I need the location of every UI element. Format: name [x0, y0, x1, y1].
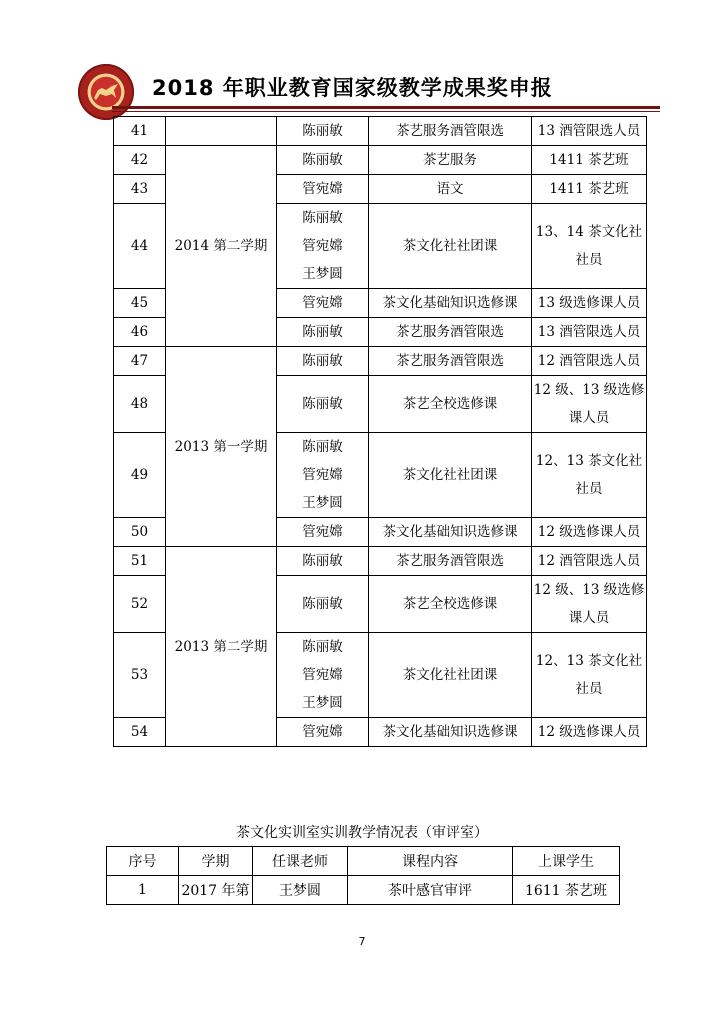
teacher-name: 管宛嫦: [302, 467, 343, 483]
row-number: 48: [114, 376, 166, 433]
students-cell: [532, 175, 647, 204]
row-number: 43: [114, 175, 166, 204]
row-number: 53: [114, 633, 166, 718]
teacher-name: 陈丽敏: [302, 210, 343, 226]
page-header: [78, 58, 658, 118]
term-cell: 2014 第二学期: [166, 146, 277, 347]
students-cell: [532, 518, 647, 547]
table-row: [114, 347, 647, 376]
students-line: 13 级选修课人员: [537, 295, 641, 311]
table-caption: 茶文化实训室实训教学情况表（审评室）: [236, 825, 488, 841]
row-number: 45: [114, 289, 166, 318]
column-header: 序号: [107, 847, 179, 876]
teacher-cell: [277, 175, 369, 204]
students-cell: [532, 376, 647, 433]
page-number: 7: [358, 935, 366, 948]
teacher-cell: [277, 146, 369, 175]
students-line: 12 级选修课人员: [537, 724, 641, 740]
column-header: 学期: [179, 847, 253, 876]
students-line: 12 级、13 级选修: [533, 582, 645, 598]
course-cell: 茶艺服务: [369, 146, 532, 175]
students-cell: [532, 547, 647, 576]
teacher-name: 管宛嫦: [302, 724, 343, 740]
teacher-cell: [277, 347, 369, 376]
tea-culture-training-table: [106, 846, 620, 905]
teacher-cell: [277, 547, 369, 576]
teacher-name: 陈丽敏: [302, 439, 343, 455]
course-cell: 茶艺服务酒管限选: [369, 117, 532, 146]
horse-icon: [92, 82, 120, 102]
students-line: 12 级、13 级选修: [533, 382, 645, 398]
header-divider: [112, 106, 660, 109]
row-number: 47: [114, 347, 166, 376]
students-line: 社员: [575, 481, 603, 497]
teacher-name: 陈丽敏: [302, 596, 343, 612]
course-cell: 茶艺服务酒管限选: [369, 547, 532, 576]
teacher-name: 陈丽敏: [302, 639, 343, 655]
row-number: 52: [114, 576, 166, 633]
students-cell: [532, 433, 647, 518]
table-cell: 2017 年第: [179, 876, 253, 905]
row-number: 49: [114, 433, 166, 518]
students-cell: [532, 117, 647, 146]
students-cell: [532, 718, 647, 747]
table-row: [114, 146, 647, 175]
students-line: 12 酒管限选人员: [537, 553, 641, 569]
course-cell: 语文: [369, 175, 532, 204]
row-number: 41: [114, 117, 166, 146]
course-cell: 茶艺全校选修课: [369, 576, 532, 633]
teacher-name: 管宛嫦: [302, 667, 343, 683]
teacher-name: 陈丽敏: [302, 324, 343, 340]
students-line: 社员: [575, 681, 603, 697]
teacher-name: 管宛嫦: [302, 295, 343, 311]
students-line: 课人员: [568, 610, 610, 626]
teaching-records-table: [113, 116, 647, 747]
table-cell: 茶叶感官审评: [348, 876, 513, 905]
teacher-name: 管宛嫦: [302, 524, 343, 540]
term-cell: 2013 第二学期: [166, 547, 277, 747]
column-header: 上课学生: [513, 847, 620, 876]
students-line: 12 级选修课人员: [537, 524, 641, 540]
teacher-cell: [277, 633, 369, 718]
teacher-name: 陈丽敏: [302, 396, 343, 412]
table-row: [114, 547, 647, 576]
teacher-cell: [277, 518, 369, 547]
students-cell: [532, 318, 647, 347]
teacher-name: 管宛嫦: [302, 181, 343, 197]
teacher-name: 陈丽敏: [302, 123, 343, 139]
teacher-cell: [277, 433, 369, 518]
page-title: 2018 年职业教育国家级教学成果奖申报: [152, 76, 553, 100]
students-line: 13 酒管限选人员: [537, 123, 641, 139]
row-number: 46: [114, 318, 166, 347]
row-number: 54: [114, 718, 166, 747]
course-cell: 茶文化基础知识选修课: [369, 718, 532, 747]
teacher-name: 王梦圆: [302, 495, 343, 511]
course-cell: 茶文化基础知识选修课: [369, 518, 532, 547]
students-cell: [532, 576, 647, 633]
teacher-cell: [277, 576, 369, 633]
teacher-cell: [277, 376, 369, 433]
students-line: 课人员: [568, 410, 610, 426]
header-divider-thin: [112, 111, 660, 112]
table-row: [107, 876, 620, 905]
students-line: 12、13 茶文化社: [535, 453, 643, 469]
row-number: 42: [114, 146, 166, 175]
teacher-name: 陈丽敏: [302, 152, 343, 168]
row-number: 51: [114, 547, 166, 576]
students-cell: [532, 204, 647, 289]
course-cell: 茶艺服务酒管限选: [369, 318, 532, 347]
course-cell: 茶艺服务酒管限选: [369, 347, 532, 376]
teacher-name: 王梦圆: [302, 266, 343, 282]
teacher-name: 陈丽敏: [302, 553, 343, 569]
students-line: 12 酒管限选人员: [537, 353, 641, 369]
teacher-cell: [277, 117, 369, 146]
course-cell: 茶文化社社团课: [369, 204, 532, 289]
column-header: 课程内容: [348, 847, 513, 876]
students-cell: [532, 289, 647, 318]
students-line: 1411 茶艺班: [549, 152, 629, 168]
course-cell: 茶文化社社团课: [369, 433, 532, 518]
students-cell: [532, 633, 647, 718]
teacher-cell: [277, 718, 369, 747]
column-header: 任课老师: [253, 847, 348, 876]
row-number: 44: [114, 204, 166, 289]
teacher-cell: [277, 204, 369, 289]
teacher-cell: [277, 289, 369, 318]
teacher-name: 王梦圆: [302, 695, 343, 711]
students-cell: [532, 347, 647, 376]
students-line: 13 酒管限选人员: [537, 324, 641, 340]
students-line: 12、13 茶文化社: [535, 653, 643, 669]
term-cell: [166, 117, 277, 146]
students-line: 社员: [575, 252, 603, 268]
teacher-name: 管宛嫦: [302, 238, 343, 254]
students-line: 13、14 茶文化社: [535, 224, 643, 240]
teacher-cell: [277, 318, 369, 347]
students-cell: [532, 146, 647, 175]
row-number: 50: [114, 518, 166, 547]
table-cell: 1: [107, 876, 179, 905]
table-cell: 王梦圆: [253, 876, 348, 905]
students-line: 1411 茶艺班: [549, 181, 629, 197]
table-cell: 1611 茶艺班: [513, 876, 620, 905]
table-row: [114, 117, 647, 146]
course-cell: 茶文化社社团课: [369, 633, 532, 718]
course-cell: 茶文化基础知识选修课: [369, 289, 532, 318]
term-cell: 2013 第一学期: [166, 347, 277, 547]
teacher-name: 陈丽敏: [302, 353, 343, 369]
course-cell: 茶艺全校选修课: [369, 376, 532, 433]
